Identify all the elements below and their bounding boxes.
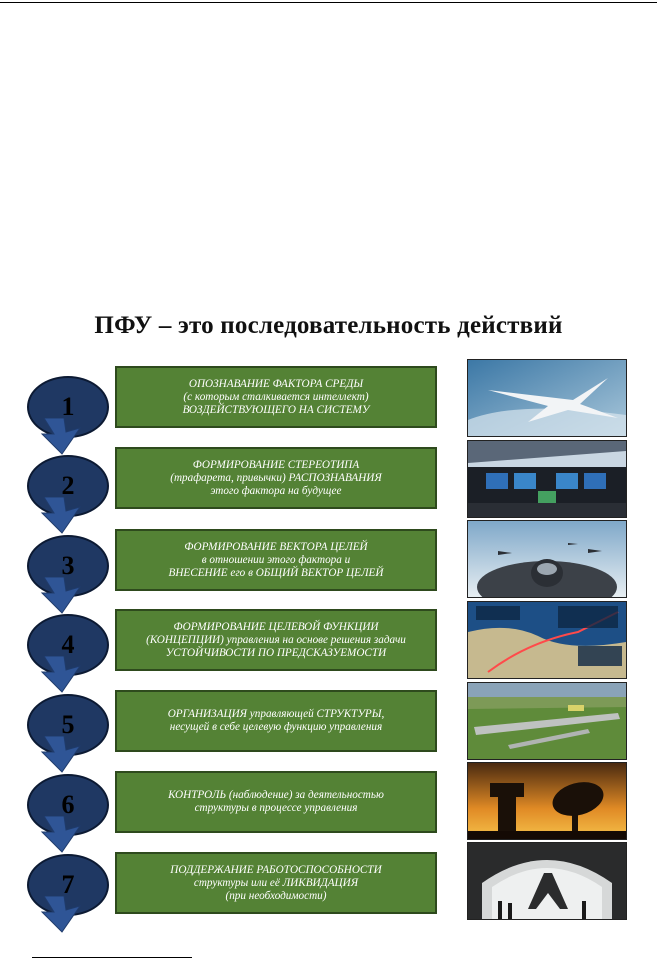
aircraft-in-sky-photo: [467, 359, 627, 437]
step-description-line: КОНТРОЛЬ (наблюдение) за деятельностью: [168, 789, 384, 801]
step-description-line: структуры или её ЛИКВИДАЦИЯ: [193, 876, 359, 889]
down-arrow-icon: [36, 497, 106, 537]
step-description-line: в отношении этого фактора и: [201, 553, 351, 566]
step-description-box: [115, 447, 437, 509]
step-description-line: ВНЕСЕНИЕ его в ОБЩИЙ ВЕКТОР ЦЕЛЕЙ: [168, 566, 384, 579]
cockpit-photo: [467, 440, 627, 518]
step-description-line: ФОРМИРОВАНИЕ ВЕКТОРА ЦЕЛЕЙ: [184, 540, 368, 553]
step-number: 5: [61, 710, 75, 739]
flight-map-photo: [467, 601, 627, 679]
step-description-box: [115, 690, 437, 752]
step-description-line: ОПОЗНАВАНИЕ ФАКТОРА СРЕДЫ: [188, 377, 364, 390]
step-description-box: [115, 852, 437, 914]
down-arrow-icon: [36, 896, 106, 936]
step-description-box: [115, 529, 437, 591]
footnote-rule: [32, 957, 192, 958]
step-description-line: (КОНЦЕПЦИИ) управления на основе решения задачи: [146, 633, 406, 646]
step-number: 6: [61, 790, 75, 819]
step-description-line: структуры в процессе управления: [194, 802, 358, 814]
step-description-line: ПОДДЕРЖАНИЕ РАБОТОСПОСОБНОСТИ: [170, 863, 382, 876]
step-description-line: ФОРМИРОВАНИЕ ЦЕЛЕВОЙ ФУНКЦИИ: [173, 620, 379, 633]
step-description-box: [115, 609, 437, 671]
down-arrow-icon: [36, 736, 106, 776]
radar-tower-photo: [467, 762, 627, 840]
step-number: 3: [61, 551, 75, 580]
step-description-line: ФОРМИРОВАНИЕ СТЕРЕОТИПА: [192, 458, 360, 471]
step-description-line: УСТОЙЧИВОСТИ ПО ПРЕДСКАЗУЕМОСТИ: [165, 646, 387, 659]
step-number: 2: [61, 471, 75, 500]
step-description-box: [115, 771, 437, 833]
step-description-line: (при необходимости): [225, 889, 327, 902]
step-number: 4: [61, 630, 75, 659]
airfield-photo: [467, 682, 627, 760]
step-number: 1: [61, 392, 75, 421]
down-arrow-icon: [36, 418, 106, 458]
step-description-line: этого фактора на будущее: [210, 484, 342, 497]
pilot-view-photo: [467, 520, 627, 598]
step-description-line: (трафарета, привычки) РАСПОЗНАВАНИЯ: [170, 471, 382, 484]
step-description-line: (с которым сталкивается интеллект): [183, 390, 369, 403]
diagram-title: ПФУ – это последовательность действий: [94, 312, 563, 339]
hangar-photo: [467, 842, 627, 920]
down-arrow-icon: [36, 656, 106, 696]
step-description-line: ВОЗДЕЙСТВУЮЩЕГО НА СИСТЕМУ: [182, 403, 370, 416]
step-description-line: несущей в себе целевую функцию управления: [169, 721, 383, 733]
down-arrow-icon: [36, 816, 106, 856]
step-description-line: ОРГАНИЗАЦИЯ управляющей СТРУКТУРЫ,: [167, 708, 385, 720]
step-number: 7: [61, 870, 75, 899]
step-description-box: [115, 366, 437, 428]
down-arrow-icon: [36, 577, 106, 617]
